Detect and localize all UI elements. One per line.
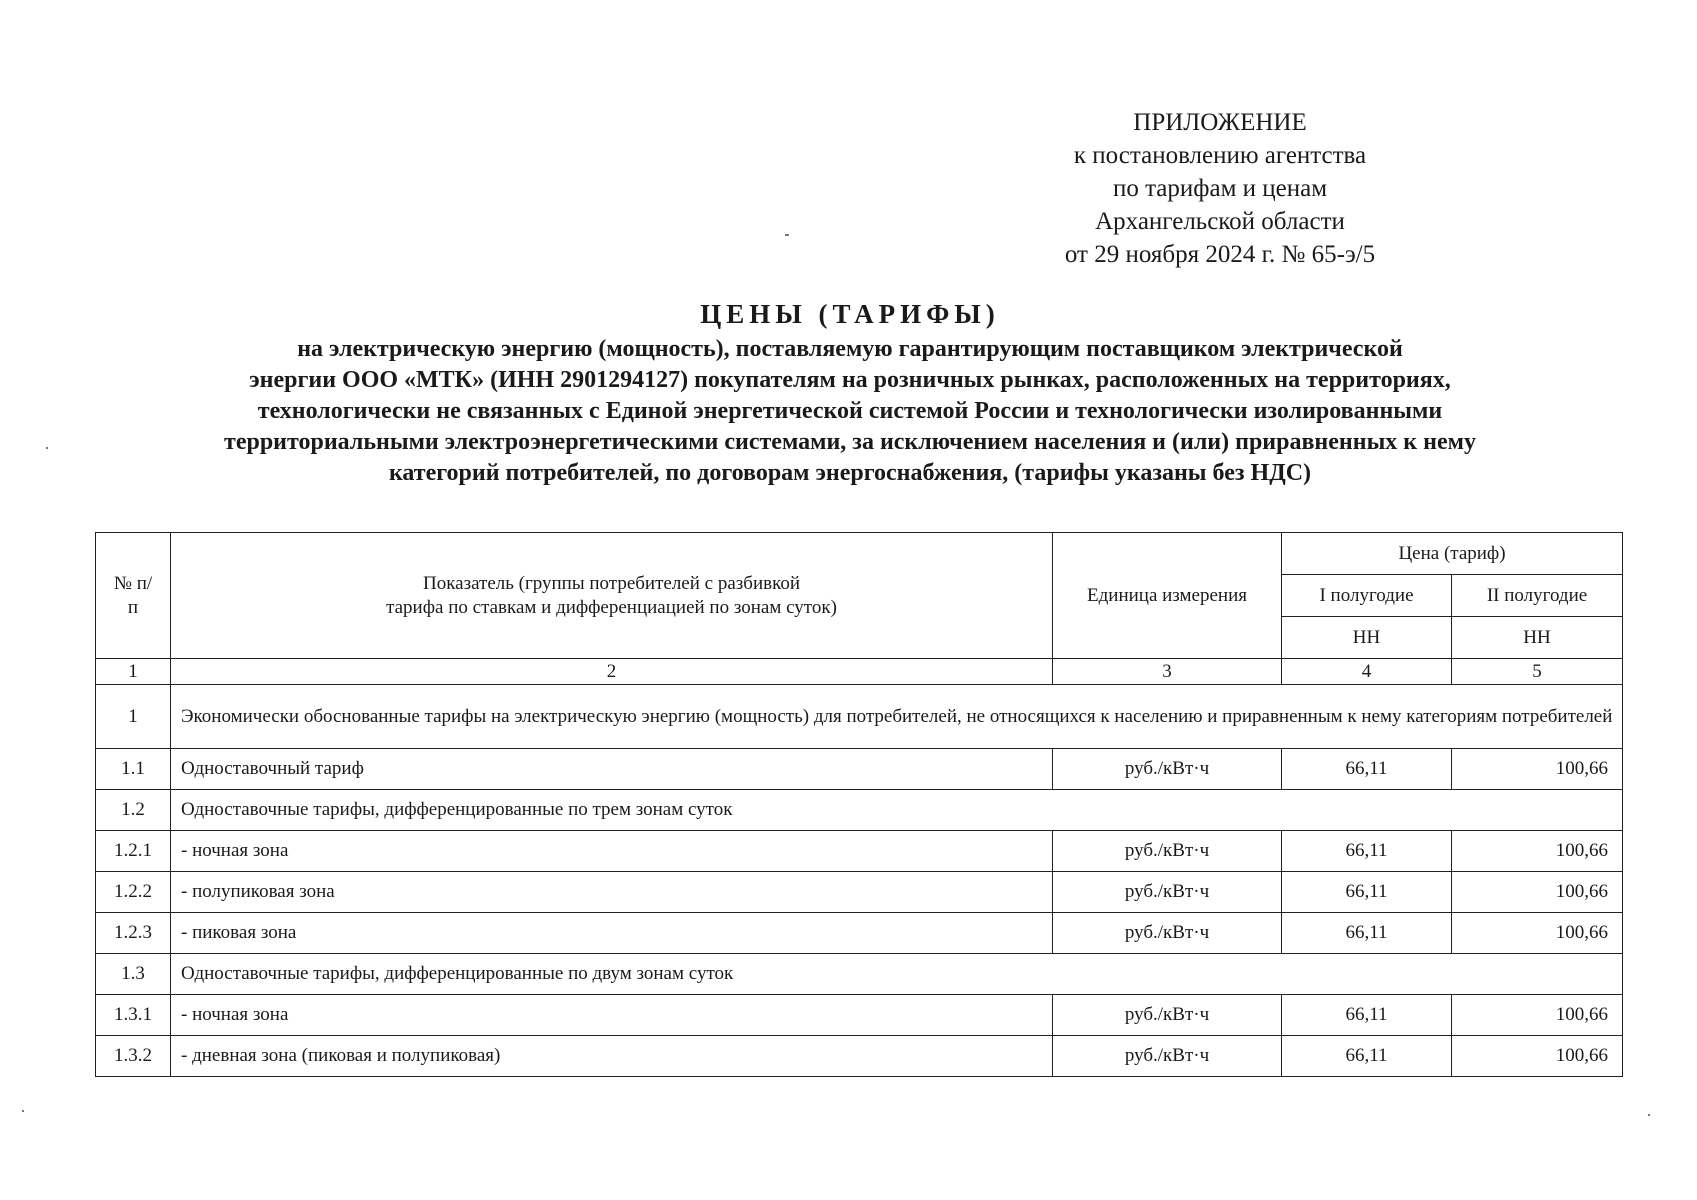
row-value-half2: 100,66 bbox=[1452, 995, 1623, 1036]
row-num: 1.3 bbox=[96, 954, 171, 995]
row-name: - ночная зона bbox=[171, 995, 1053, 1036]
scan-speck bbox=[46, 447, 48, 449]
table-row bbox=[96, 790, 1623, 831]
header-half1: I полугодие bbox=[1282, 575, 1452, 617]
tariff-table bbox=[95, 532, 1623, 1077]
table-row bbox=[96, 1036, 1623, 1077]
row-unit: руб./кВт·ч bbox=[1053, 831, 1282, 872]
scan-speck bbox=[22, 1110, 24, 1112]
title-line: на электрическую энергию (мощность), поставляемую гарантирующим поставщиком электрической bbox=[297, 336, 1403, 362]
row-unit: руб./кВт·ч bbox=[1053, 872, 1282, 913]
row-name: Одноставочные тарифы, дифференцированные по трем зонам суток bbox=[171, 790, 1623, 831]
row-unit: руб./кВт·ч bbox=[1053, 995, 1282, 1036]
column-number-row bbox=[96, 659, 1623, 685]
row-name: - полупиковая зона bbox=[171, 872, 1053, 913]
header-level1: НН bbox=[1282, 617, 1452, 659]
column-number: 2 bbox=[171, 659, 1053, 685]
row-name: Одноставочные тарифы, дифференцированные по двум зонам суток bbox=[171, 954, 1623, 995]
row-value-half1: 66,11 bbox=[1282, 749, 1452, 790]
scan-speck bbox=[1648, 1114, 1650, 1116]
title-main: ЦЕНЫ (ТАРИФЫ) bbox=[700, 299, 1000, 329]
column-number: 1 bbox=[96, 659, 171, 685]
title-line: энергии ООО «МТК» (ИНН 2901294127) покупателям на розничных рынках, расположенных на территориях, bbox=[249, 367, 1451, 393]
section-num: 1 bbox=[96, 685, 171, 749]
row-value-half1: 66,11 bbox=[1282, 1036, 1452, 1077]
header-num: № п/п bbox=[96, 533, 171, 659]
row-value-half1: 66,11 bbox=[1282, 913, 1452, 954]
column-number: 5 bbox=[1452, 659, 1623, 685]
row-value-half2: 100,66 bbox=[1452, 749, 1623, 790]
row-value-half1: 66,11 bbox=[1282, 872, 1452, 913]
appendix-header bbox=[1000, 106, 1440, 271]
table-row bbox=[96, 954, 1623, 995]
row-num: 1.2.2 bbox=[96, 872, 171, 913]
title-line: территориальными электроэнергетическими системами, за исключением населения и (или) приравненных к нему bbox=[224, 429, 1476, 455]
table-row bbox=[96, 831, 1623, 872]
appendix-date-number: от 29 ноября 2024 г. № 65-э/5 bbox=[1064, 241, 1376, 268]
title-line: технологически не связанных с Единой энергетической системой России и технологически изолированными bbox=[257, 398, 1443, 424]
column-number: 3 bbox=[1053, 659, 1282, 685]
header-price: Цена (тариф) bbox=[1282, 533, 1623, 575]
row-unit: руб./кВт·ч bbox=[1053, 913, 1282, 954]
header-half2: II полугодие bbox=[1452, 575, 1623, 617]
row-value-half1: 66,11 bbox=[1282, 995, 1452, 1036]
header-indicator: Показатель (группы потребителей с разбивкой тарифа по ставкам и дифференциацией по зонам суток) bbox=[171, 533, 1053, 659]
row-num: 1.3.2 bbox=[96, 1036, 171, 1077]
row-num: 1.1 bbox=[96, 749, 171, 790]
title-line: категорий потребителей, по договорам энергоснабжения, (тарифы указаны без НДС) bbox=[388, 460, 1312, 486]
table-row bbox=[96, 913, 1623, 954]
row-unit: руб./кВт·ч bbox=[1053, 749, 1282, 790]
row-value-half2: 100,66 bbox=[1452, 913, 1623, 954]
scan-speck bbox=[785, 234, 789, 236]
row-name: - дневная зона (пиковая и полупиковая) bbox=[171, 1036, 1053, 1077]
row-num: 1.3.1 bbox=[96, 995, 171, 1036]
appendix-line: Архангельской области bbox=[1095, 208, 1345, 235]
row-value-half1: 66,11 bbox=[1282, 831, 1452, 872]
table-row bbox=[96, 995, 1623, 1036]
row-name: Одноставочный тариф bbox=[171, 749, 1053, 790]
document-title bbox=[80, 296, 1620, 489]
row-num: 1.2 bbox=[96, 790, 171, 831]
row-unit: руб./кВт·ч bbox=[1053, 1036, 1282, 1077]
row-name: - пиковая зона bbox=[171, 913, 1053, 954]
table-row bbox=[96, 872, 1623, 913]
row-value-half2: 100,66 bbox=[1452, 872, 1623, 913]
table-row bbox=[96, 749, 1623, 790]
header-level2: НН bbox=[1452, 617, 1623, 659]
column-number: 4 bbox=[1282, 659, 1452, 685]
appendix-line: к постановлению агентства bbox=[1073, 142, 1367, 169]
table-header-row bbox=[96, 533, 1623, 575]
appendix-title: ПРИЛОЖЕНИЕ bbox=[1133, 109, 1307, 136]
header-unit: Единица измерения bbox=[1053, 533, 1282, 659]
row-num: 1.2.3 bbox=[96, 913, 171, 954]
section-row bbox=[96, 685, 1623, 749]
row-num: 1.2.1 bbox=[96, 831, 171, 872]
row-value-half2: 100,66 bbox=[1452, 831, 1623, 872]
row-value-half2: 100,66 bbox=[1452, 1036, 1623, 1077]
row-name: - ночная зона bbox=[171, 831, 1053, 872]
appendix-line: по тарифам и ценам bbox=[1112, 175, 1328, 202]
section-text: Экономически обоснованные тарифы на электрическую энергию (мощность) для потребителей, не относящихся к населению и приравненным к нему категориям потребителей bbox=[171, 685, 1623, 749]
